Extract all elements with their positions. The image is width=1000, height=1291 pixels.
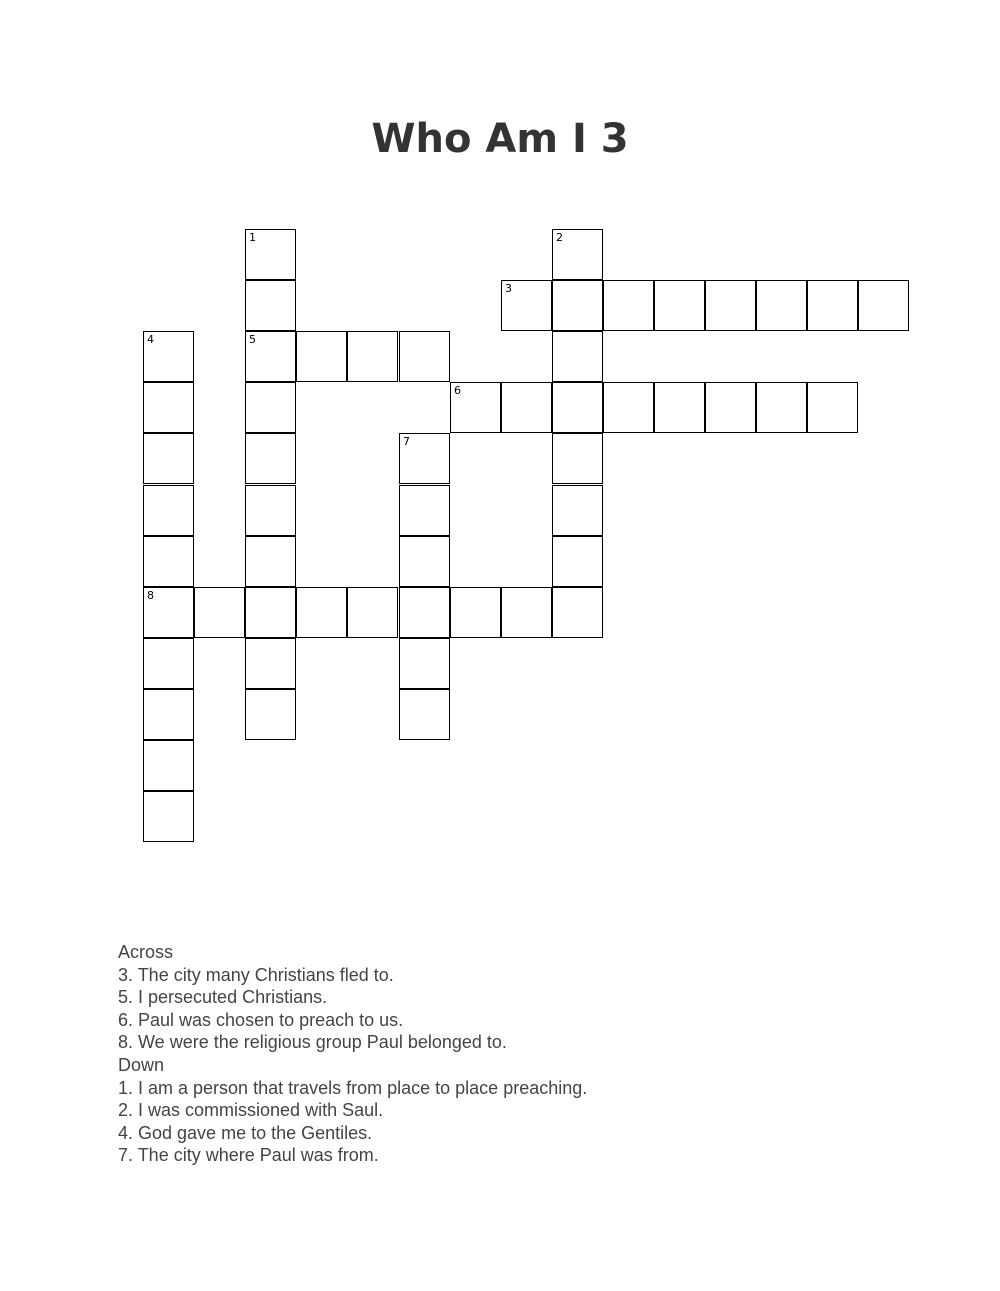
crossword-cell[interactable] bbox=[552, 229, 603, 280]
crossword-cell[interactable] bbox=[245, 485, 296, 536]
crossword-cell[interactable] bbox=[245, 638, 296, 689]
across-heading: Across bbox=[118, 942, 174, 962]
across-clue: 3. The city many Christians fled to. bbox=[118, 964, 394, 985]
crossword-cell[interactable] bbox=[399, 485, 450, 536]
across-clue: 6. Paul was chosen to preach to us. bbox=[118, 1009, 404, 1030]
crossword-cell[interactable] bbox=[245, 382, 296, 433]
crossword-cell[interactable] bbox=[399, 638, 450, 689]
clue-number: 8 bbox=[147, 589, 154, 602]
crossword-cell[interactable] bbox=[858, 280, 909, 331]
clue-number: 5 bbox=[249, 333, 256, 346]
crossword-cell[interactable] bbox=[501, 587, 552, 638]
crossword-cell[interactable] bbox=[245, 536, 296, 587]
crossword-cell[interactable] bbox=[245, 587, 296, 638]
crossword-cell[interactable] bbox=[143, 638, 194, 689]
crossword-cell[interactable] bbox=[552, 536, 603, 587]
crossword-cell[interactable] bbox=[705, 382, 756, 433]
crossword-cell[interactable] bbox=[756, 382, 807, 433]
crossword-cell[interactable] bbox=[143, 689, 194, 740]
down-clue: 1. I am a person that travels from place to place preaching. bbox=[118, 1077, 588, 1098]
page-title: Who Am I 3 bbox=[371, 116, 629, 162]
crossword-cell[interactable] bbox=[705, 280, 756, 331]
crossword-cell[interactable] bbox=[399, 433, 450, 484]
crossword-cell[interactable] bbox=[245, 433, 296, 484]
crossword-cell[interactable] bbox=[245, 280, 296, 331]
down-clue: 7. The city where Paul was from. bbox=[118, 1145, 379, 1166]
crossword-cell[interactable] bbox=[143, 587, 194, 638]
crossword-cell[interactable] bbox=[296, 587, 347, 638]
clue-number: 2 bbox=[556, 231, 563, 244]
crossword-cell[interactable] bbox=[450, 587, 501, 638]
crossword-cell[interactable] bbox=[807, 382, 858, 433]
crossword-cell[interactable] bbox=[654, 280, 705, 331]
down-clue: 2. I was commissioned with Saul. bbox=[118, 1100, 384, 1121]
crossword-cell[interactable] bbox=[450, 382, 501, 433]
crossword-cell[interactable] bbox=[143, 433, 194, 484]
clues-section bbox=[118, 941, 587, 1167]
crossword-cell[interactable] bbox=[501, 280, 552, 331]
crossword-cell[interactable] bbox=[552, 280, 603, 331]
crossword-cell[interactable] bbox=[245, 689, 296, 740]
crossword-cell[interactable] bbox=[807, 280, 858, 331]
crossword-cell[interactable] bbox=[399, 331, 450, 382]
clue-number: 6 bbox=[454, 384, 461, 397]
crossword-cell[interactable] bbox=[552, 331, 603, 382]
crossword-cell[interactable] bbox=[399, 536, 450, 587]
crossword-cell[interactable] bbox=[143, 791, 194, 842]
crossword-cell[interactable] bbox=[603, 280, 654, 331]
crossword-cell[interactable] bbox=[143, 331, 194, 382]
across-clue: 8. We were the religious group Paul belonged to. bbox=[118, 1032, 507, 1053]
crossword-cell[interactable] bbox=[552, 587, 603, 638]
crossword-cell[interactable] bbox=[245, 229, 296, 280]
crossword-cell[interactable] bbox=[603, 382, 654, 433]
down-clue: 4. God gave me to the Gentiles. bbox=[118, 1122, 373, 1143]
crossword-cell[interactable] bbox=[194, 587, 245, 638]
crossword-cell[interactable] bbox=[552, 433, 603, 484]
crossword-cell[interactable] bbox=[501, 382, 552, 433]
clue-number: 4 bbox=[147, 333, 154, 346]
clue-number: 1 bbox=[249, 231, 256, 244]
crossword-cell[interactable] bbox=[756, 280, 807, 331]
crossword-cell[interactable] bbox=[552, 382, 603, 433]
crossword-cell[interactable] bbox=[245, 331, 296, 382]
crossword-cell[interactable] bbox=[347, 331, 398, 382]
crossword-cell[interactable] bbox=[399, 587, 450, 638]
clue-number: 3 bbox=[505, 282, 512, 295]
crossword-cell[interactable] bbox=[399, 689, 450, 740]
crossword-cell[interactable] bbox=[143, 536, 194, 587]
clue-number: 7 bbox=[403, 435, 410, 448]
crossword-cell[interactable] bbox=[143, 485, 194, 536]
crossword-cell[interactable] bbox=[143, 740, 194, 791]
down-heading: Down bbox=[118, 1054, 165, 1075]
crossword-cell[interactable] bbox=[552, 485, 603, 536]
crossword-cell[interactable] bbox=[654, 382, 705, 433]
across-clue: 5. I persecuted Christians. bbox=[118, 987, 328, 1008]
crossword-cell[interactable] bbox=[296, 331, 347, 382]
crossword-cell[interactable] bbox=[347, 587, 398, 638]
crossword-cell[interactable] bbox=[143, 382, 194, 433]
